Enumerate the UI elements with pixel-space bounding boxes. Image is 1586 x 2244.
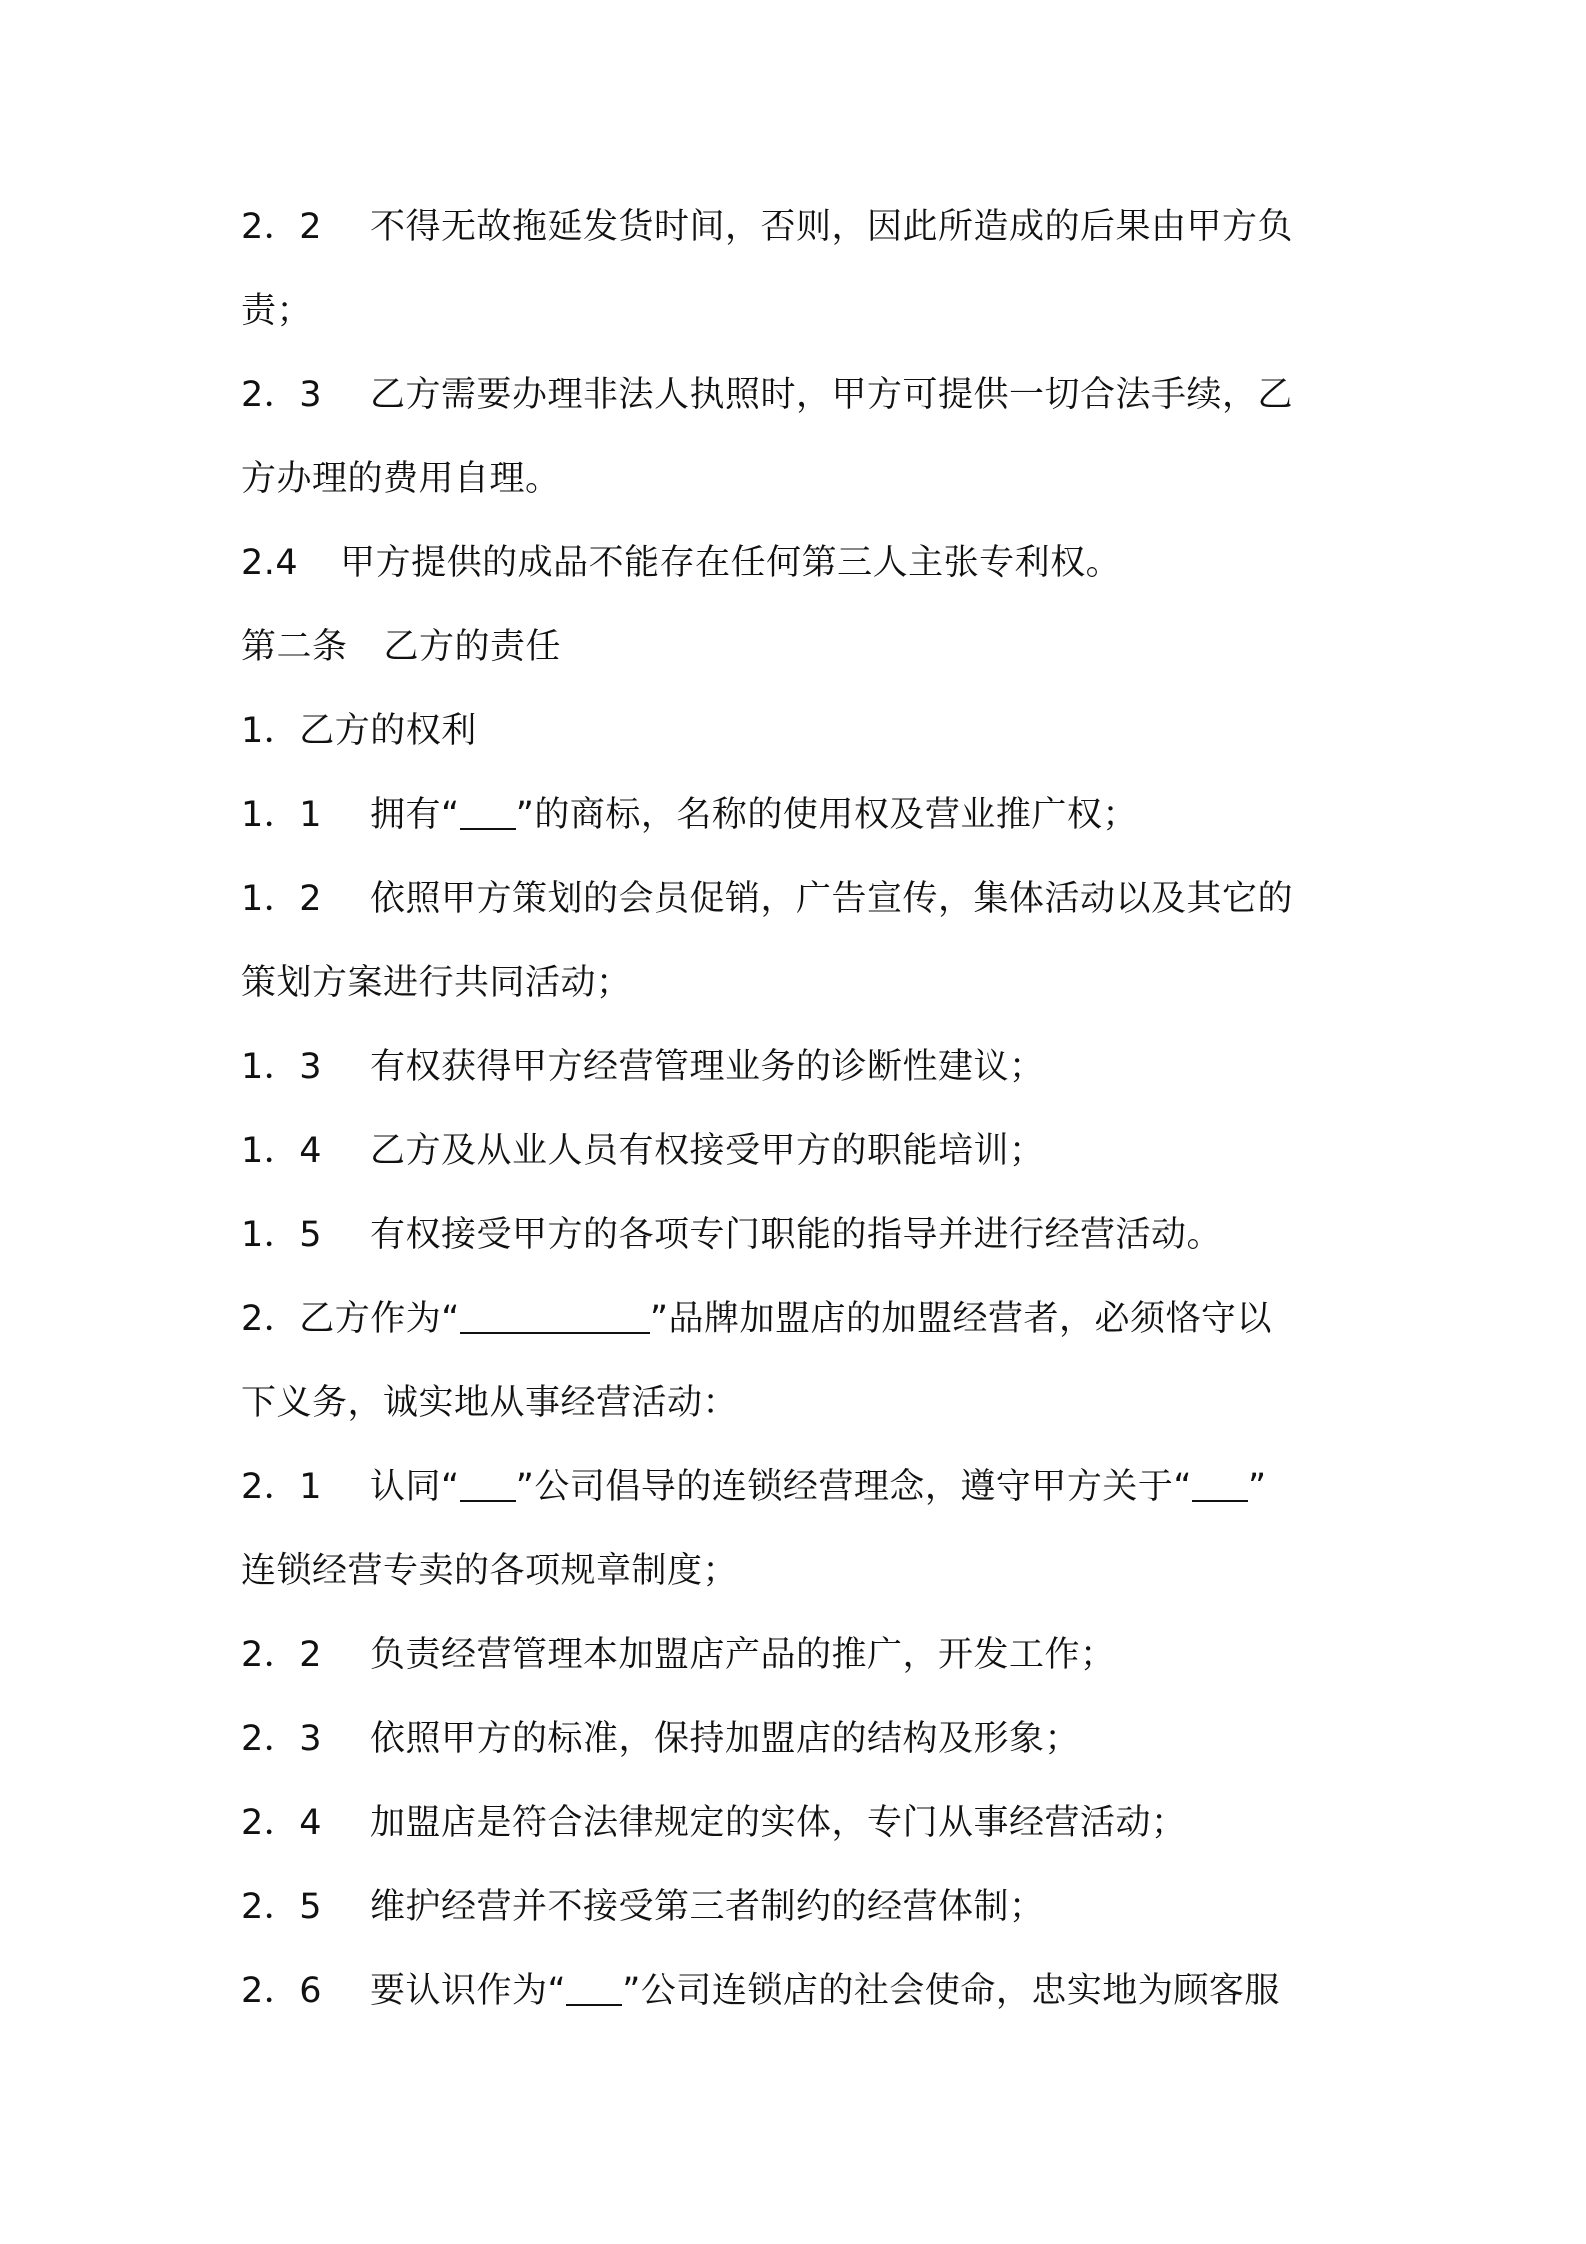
clause-line [241, 1549, 738, 1593]
clause-text-pre: 要认识作为“ [370, 1971, 567, 2011]
clause-text-mid: ”公司倡导的连锁经营理念，遵守甲方关于“ [515, 1467, 1192, 1507]
clause-line [241, 1045, 1045, 1089]
clause-number: 1．4 [241, 1131, 323, 1171]
clause-number: 1．1 [241, 795, 323, 835]
clause-line [241, 961, 632, 1005]
clause-text-post: ”的商标，名称的使用权及营业推广权； [515, 795, 1138, 835]
clause-text-pre: 认同“ [370, 1467, 460, 1507]
clause-number: 1．2 [241, 879, 323, 919]
clause-number: 2．3 [241, 1719, 323, 1759]
clause-text: 有权获得甲方经营管理业务的诊断性建议； [370, 1047, 1045, 1087]
clause-number: 2．5 [241, 1887, 323, 1927]
clause-text: 方办理的费用自理。 [241, 459, 561, 499]
clause-text: 乙方的权利 [299, 711, 477, 751]
clause-line [241, 457, 561, 501]
clause-text: 不得无故拖延发货时间，否则，因此所造成的后果由甲方负 [370, 207, 1294, 247]
clause-text: 策划方案进行共同活动； [241, 963, 632, 1003]
clause-number: 1． [241, 711, 300, 751]
clause-number: 1．3 [241, 1047, 323, 1087]
section-heading [241, 625, 561, 669]
clause-text: 依照甲方的标准，保持加盟店的结构及形象； [370, 1719, 1081, 1759]
clause-number: 2.4 [241, 543, 299, 583]
clause-number: 2．1 [241, 1467, 323, 1507]
clause-text: 维护经营并不接受第三者制约的经营体制； [370, 1887, 1045, 1927]
clause-line [241, 1381, 738, 1425]
article-title: 乙方的责任 [383, 627, 562, 667]
clause-text: 依照甲方策划的会员促销，广告宣传，集体活动以及其它的 [370, 879, 1294, 919]
clause-text-post: ” [1247, 1467, 1267, 1507]
clause-line [241, 373, 1293, 417]
clause-text: 有权接受甲方的各项专门职能的指导并进行经营活动。 [370, 1215, 1223, 1255]
clause-text: 下义务，诚实地从事经营活动： [241, 1383, 739, 1423]
clause-line [241, 1801, 1187, 1845]
clause-line [241, 1885, 1045, 1929]
clause-line [241, 289, 312, 333]
blank-field [460, 1302, 650, 1334]
clause-number: 1．5 [241, 1215, 323, 1255]
clause-line [241, 541, 1121, 585]
clause-number: 2．6 [241, 1971, 323, 2011]
clause-text-pre: 拥有“ [370, 795, 460, 835]
article-number: 第二条 [241, 627, 348, 667]
clause-text: 乙方及从业人员有权接受甲方的职能培训； [370, 1131, 1045, 1171]
clause-text-post: ”公司连锁店的社会使命，忠实地为顾客服 [622, 1971, 1280, 2011]
clause-text: 加盟店是符合法律规定的实体，专门从事经营活动； [370, 1803, 1187, 1843]
clause-line [241, 1129, 1045, 1173]
clause-number: 2．2 [241, 207, 323, 247]
blank-field [460, 1470, 516, 1502]
clause-line [241, 877, 1293, 921]
clause-line [241, 1297, 1272, 1341]
clause-line [241, 709, 477, 753]
clause-number: 2． [241, 1299, 300, 1339]
clause-line [241, 1717, 1080, 1761]
clause-text: 责； [241, 291, 313, 331]
clause-text: 负责经营管理本加盟店产品的推广，开发工作； [370, 1635, 1116, 1675]
blank-field [566, 1974, 622, 2006]
blank-field [460, 798, 516, 830]
clause-line [241, 1633, 1116, 1677]
clause-line [241, 793, 1138, 837]
clause-text-post: ”品牌加盟店的加盟经营者，必须恪守以 [649, 1299, 1273, 1339]
clause-number: 2．4 [241, 1803, 323, 1843]
clause-line [241, 205, 1293, 249]
clause-text-pre: 乙方作为“ [299, 1299, 460, 1339]
clause-number: 2．2 [241, 1635, 323, 1675]
clause-line [241, 1969, 1280, 2013]
clause-line [241, 1465, 1267, 1509]
clause-line [241, 1213, 1222, 1257]
blank-field [1192, 1470, 1248, 1502]
clause-text: 连锁经营专卖的各项规章制度； [241, 1551, 739, 1591]
clause-text: 甲方提供的成品不能存在任何第三人主张专利权。 [340, 543, 1122, 583]
clause-text: 乙方需要办理非法人执照时，甲方可提供一切合法手续，乙 [370, 375, 1294, 415]
clause-number: 2．3 [241, 375, 323, 415]
